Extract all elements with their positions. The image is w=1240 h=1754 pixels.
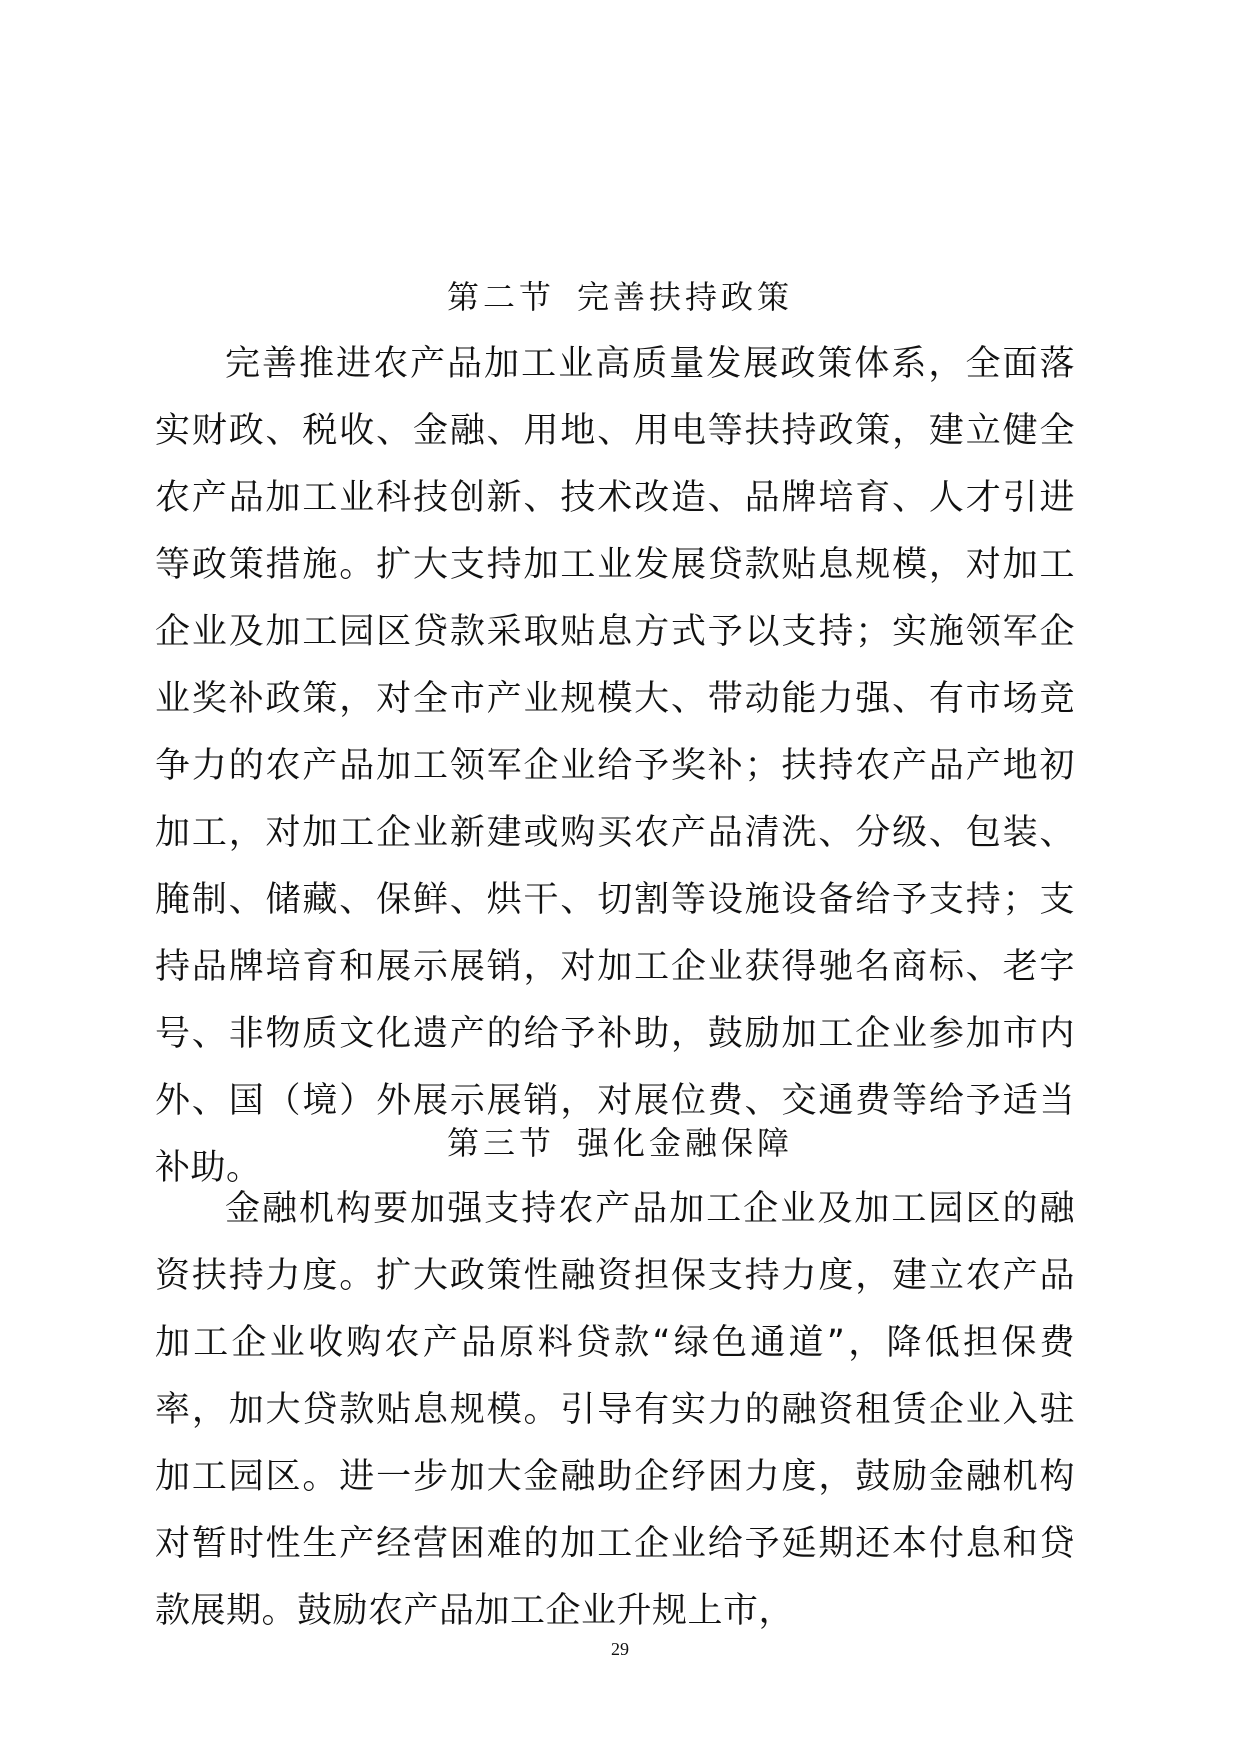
section-3-paragraph: 金融机构要加强支持农产品加工企业及加工园区的融资扶持力度。扩大政策性融资担保支持力度，建立农产品加工企业收购农产品原料贷款“绿色通道”，降低担保费率，加大贷款贴息规模。引导有实力的融资租赁企业入驻加工园区。进一步加大金融助企纾困力度，鼓励金融机构对暂时性生产经营困难的加工企业给予延期还本付息和贷款展期。鼓励农产品加工企业升规上市， — [155, 1189, 1075, 1631]
section-number: 第二节 — [446, 278, 555, 316]
page-number: 29 — [611, 1639, 629, 1659]
section-title: 完善扶持政策 — [577, 278, 794, 316]
section-heading-3 — [0, 1123, 1240, 1163]
section-2-paragraph: 完善推进农产品加工业高质量发展政策体系，全面落实财政、税收、金融、用地、用电等扶持政策，建立健全农产品加工业科技创新、技术改造、品牌培育、人才引进等政策措施。扩大支持加工业发展贷款贴息规模，对加工企业及加工园区贷款采取贴息方式予以支持；实施领军企业奖补政策，对全市产业规模大、带动能力强、有市场竞争力的农产品加工领军企业给予奖补；扶持农产品产地初加工，对加工企业新建或购买农产品清洗、分级、包装、腌制、储藏、保鲜、烘干、切割等设施设备给予支持；支持品牌培育和展示展销，对加工企业获得驰名商标、老字号、非物质文化遗产的给予补助，鼓励加工企业参加市内外、国（境）外展示展销，对展位费、交通费等给予适当补助。 — [155, 344, 1075, 1188]
section-number: 第三节 — [446, 1124, 555, 1162]
section-title: 强化金融保障 — [577, 1124, 794, 1162]
section-heading-2 — [0, 277, 1240, 317]
